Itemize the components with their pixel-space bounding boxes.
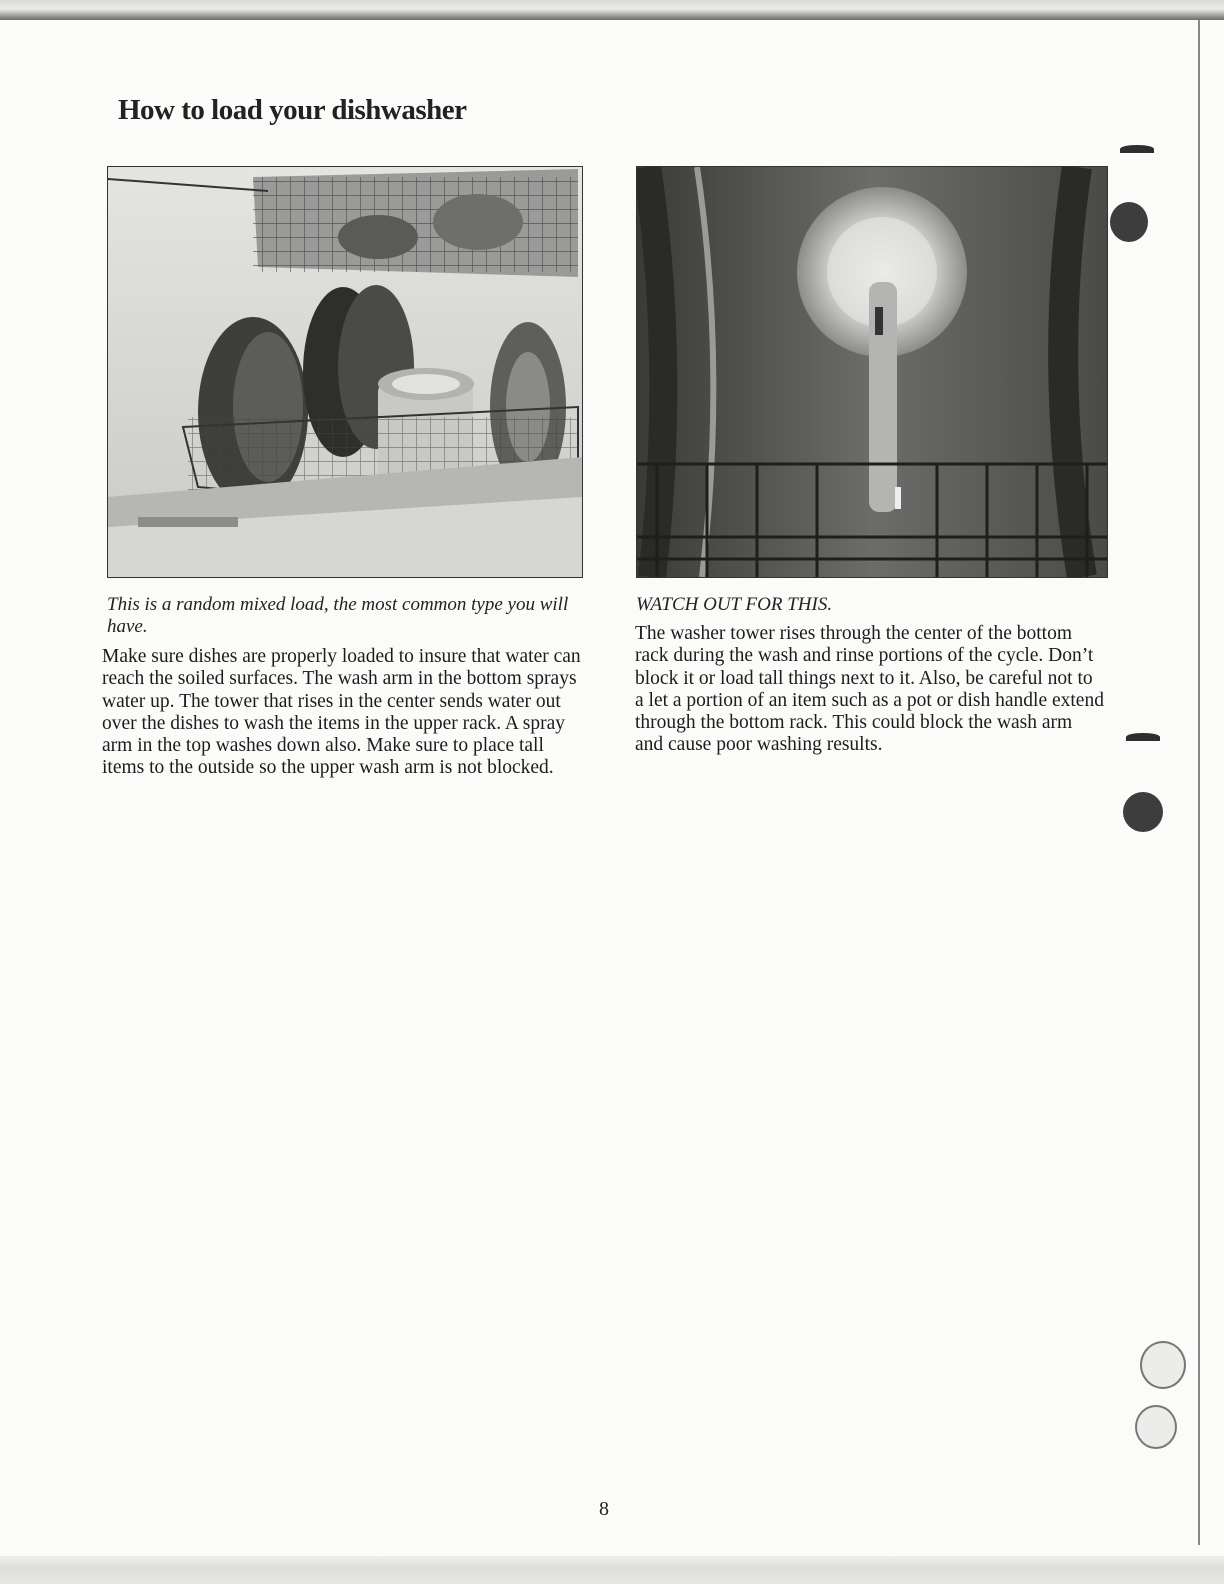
right-body-text: The washer tower rises through the center of the bottom rack during the wash and rinse portions of the cycle. Don’t block it or load tall things next to it. Also, be careful not to a let a portion of an item such as a pot or dish handle extend through the bottom rack. This could block the wash arm and cause poor washing results. <box>635 623 1104 756</box>
scan-bottom-edge <box>0 1556 1224 1584</box>
washer-tower-photo <box>636 166 1108 578</box>
page-title: How to load your dishwasher <box>118 94 467 126</box>
binder-hole-2 <box>1123 792 1163 832</box>
right-caption: WATCH OUT FOR THIS. <box>636 594 833 615</box>
binder-hole-cap-middle <box>1126 733 1160 741</box>
scan-top-edge <box>0 0 1224 20</box>
page-number: 8 <box>599 1498 609 1520</box>
binder-hole-1 <box>1110 202 1148 242</box>
scan-right-edge <box>1198 20 1200 1545</box>
binder-hole-3 <box>1140 1341 1186 1389</box>
mixed-load-photo <box>107 166 583 578</box>
left-caption: This is a random mixed load, the most common type you will have. <box>107 594 569 637</box>
binder-hole-cap-top <box>1120 145 1154 153</box>
left-body-text: Make sure dishes are properly loaded to insure that water can reach the soiled surfaces. The wash arm in the bottom sprays water up. The tower that rises in the center sends water out over the dishes to wash the items in the upper rack. A spray arm in the top washes down also. Make sure to place tall items to the outside so the upper wash arm is not blocked. <box>102 646 581 779</box>
binder-hole-4 <box>1135 1405 1177 1449</box>
